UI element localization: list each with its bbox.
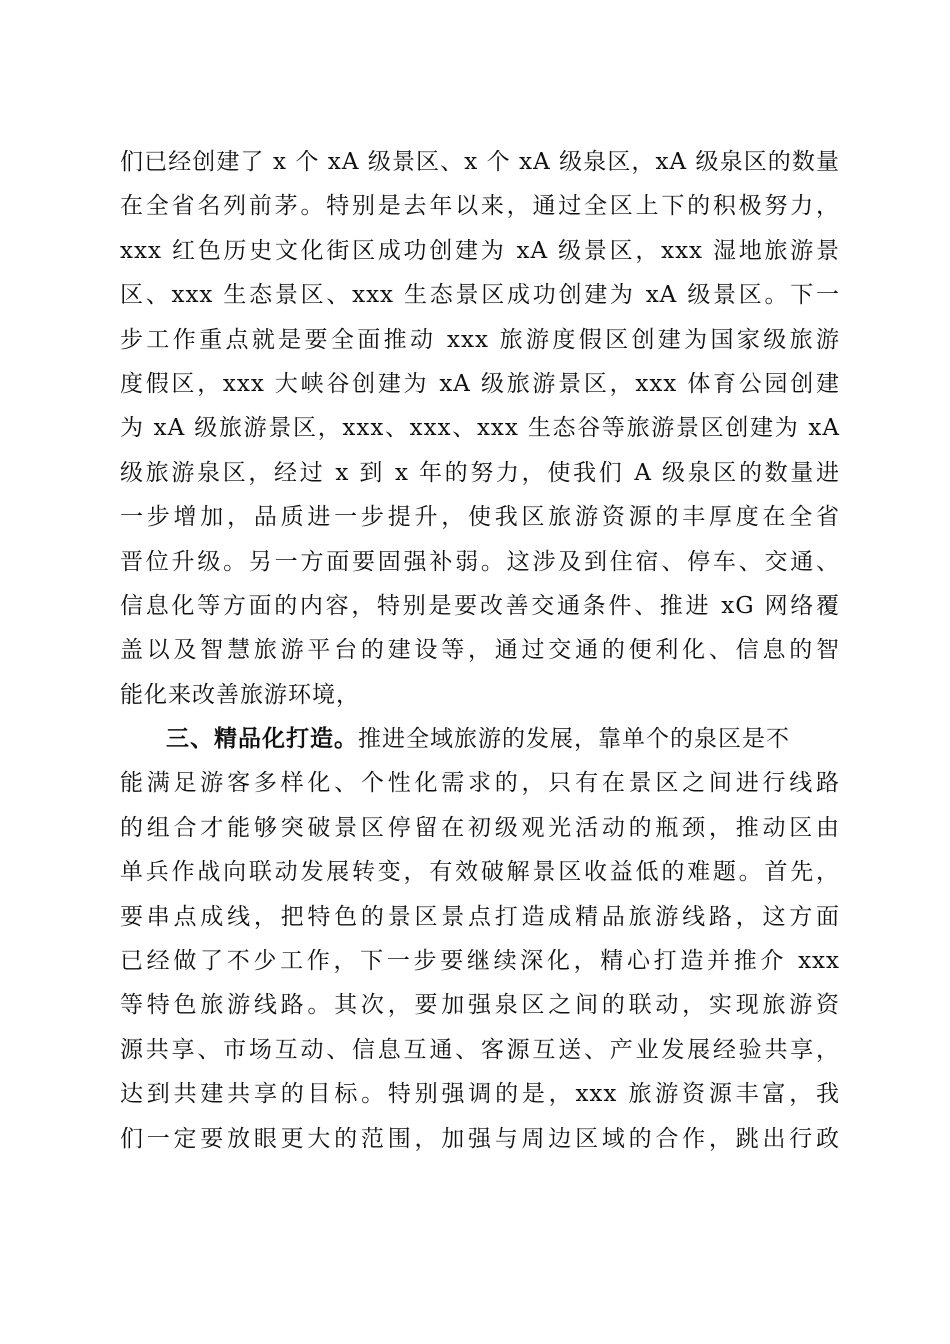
text-line: 信息化等方面的内容，特别是要改善交通条件、推进 xG 网络覆 (120, 592, 840, 619)
text-line: 单兵作战向联动发展转变，有效破解景区收益低的难题。首先， (120, 859, 840, 886)
text-line: 能化来改善旅游环境， (120, 681, 360, 708)
text-line: 区、xxx 生态景区、xxx 生态景区成功创建为 xA 级景区。下一 (120, 282, 840, 309)
text-line: 已经做了不少工作，下一步要继续深化，精心打造并推介 xxx (120, 948, 840, 975)
text-line: 源共享、市场互动、信息互通、客源互送、产业发展经验共享， (120, 1036, 840, 1063)
text-line: 一步增加，品质进一步提升，使我区旅游资源的丰厚度在全省 (120, 504, 840, 531)
section-heading: 三、精品化打造。 (166, 726, 358, 753)
text-line: 能满足游客多样化、个性化需求的，只有在景区之间进行线路 (120, 770, 840, 797)
first-line-text: 推进全域旅游的发展，靠单个的泉区是不 (358, 726, 790, 753)
text-line: 等特色旅游线路。其次，要加强泉区之间的联动，实现旅游资 (120, 992, 840, 1019)
paragraph-1 (120, 140, 840, 717)
text-line: 的组合才能够突破景区停留在初级观光活动的瓶颈，推动区由 (120, 814, 840, 841)
text-line: 达到共建共享的目标。特别强调的是，xxx 旅游资源丰富，我 (120, 1081, 840, 1108)
text-line: 要串点成线，把特色的景区景点打造成精品旅游线路，这方面 (120, 903, 840, 930)
text-line: 为 xA 级旅游景区，xxx、xxx、xxx 生态谷等旅游景区创建为 xA (120, 415, 840, 442)
body-text (120, 140, 840, 1161)
text-line: 级旅游泉区，经过 x 到 x 年的努力，使我们 A 级泉区的数量进 (120, 459, 840, 486)
text-line: xxx 红色历史文化街区成功创建为 xA 级景区，xxx 湿地旅游景 (120, 237, 840, 264)
text-line: 步工作重点就是要全面推动 xxx 旅游度假区创建为国家级旅游 (120, 326, 840, 353)
text-line-first (120, 717, 840, 761)
text-line: 盖以及智慧旅游平台的建设等，通过交通的便利化、信息的智 (120, 637, 840, 664)
text-line: 在全省名列前茅。特别是去年以来，通过全区上下的积极努力， (120, 193, 840, 220)
text-line: 度假区，xxx 大峡谷创建为 xA 级旅游景区，xxx 体育公园创建 (120, 370, 840, 397)
text-line: 们已经创建了 x 个 xA 级景区、x 个 xA 级泉区，xA 级泉区的数量 (120, 149, 840, 175)
text-line: 晋位升级。另一方面要固强补弱。这涉及到住宿、停车、交通、 (120, 548, 840, 575)
text-line: 们一定要放眼更大的范围，加强与周边区域的合作，跳出行政 (120, 1125, 840, 1152)
paragraph-2 (120, 717, 840, 1161)
